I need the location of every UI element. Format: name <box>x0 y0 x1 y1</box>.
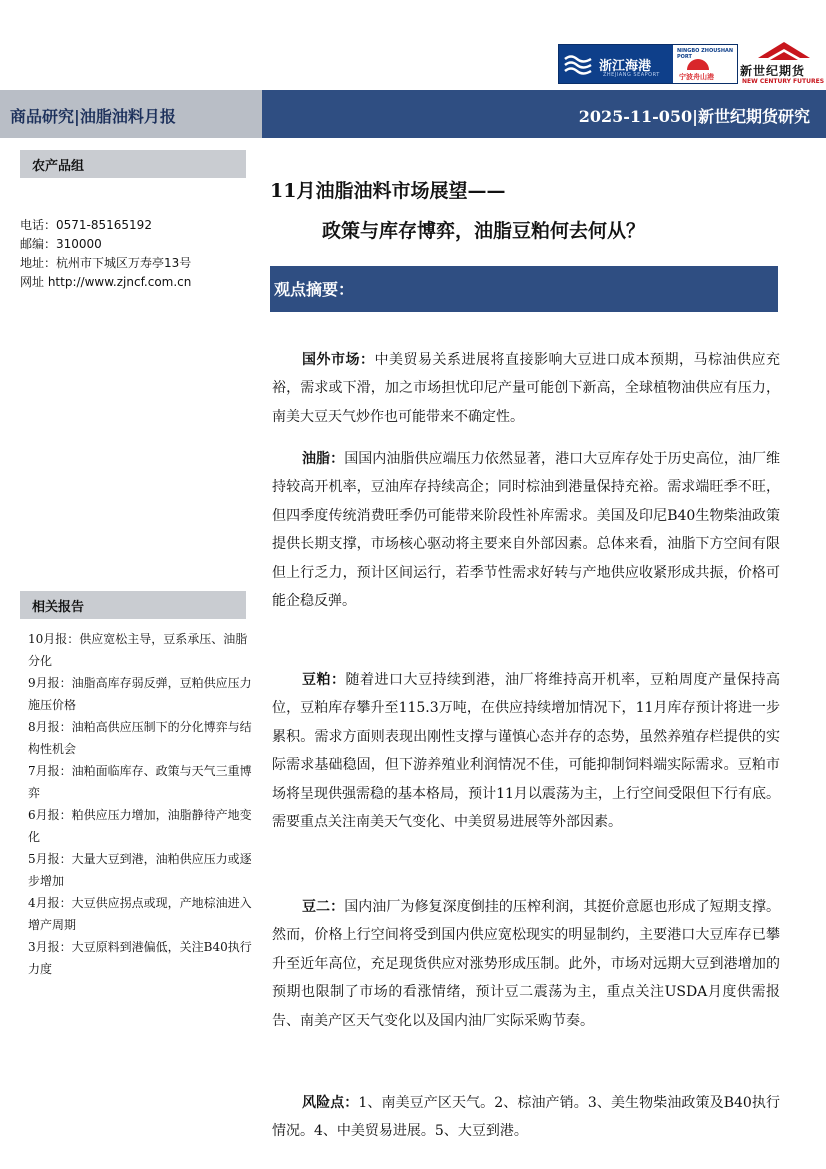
new-century-futures-logo <box>740 40 824 88</box>
company-name-en: NEW CENTURY FUTURES <box>742 78 825 85</box>
ningbo-port-cn: 宁波舟山港 <box>679 73 714 81</box>
related-report-item[interactable]: 4月报：大豆供应拐点或现，产地棕油进入增产周期 <box>28 896 252 932</box>
paragraph-risks <box>272 1089 780 1146</box>
contact-phone: 电话：0571-85165192 <box>20 218 152 232</box>
sun-icon <box>687 59 709 70</box>
paragraph-text: 随着进口大豆持续到港，油厂将维持高开机率，豆粕周度产量保持高位，豆粕库存攀升至115.3万吨，在供应持续增加情况下，11月库存预计将进一步累积。需求方面则表现出刚性支撑与谨慎心态并存的态势，虽然养殖存栏提供的实际需求基础稳固，但下游养殖业利润情况不佳，可能抑制饲料端实际需求。豆粕市场将呈现供强需稳的基本格局，预计11月以震荡为主，上行空间受限但下行有底。需要重点关注南美天气变化、中美贸易进展等外部因素。 <box>272 672 780 831</box>
summary-header <box>270 266 778 312</box>
contact-website: 网址 http://www.zjncf.com.cn <box>20 275 192 289</box>
related-report-item[interactable]: 5月报：大量大豆到港，油粕供应压力或逐步增加 <box>28 852 252 888</box>
paragraph-keyword: 国外市场： <box>302 352 375 368</box>
paragraph-oils <box>272 445 780 615</box>
group-title: 农产品组 <box>20 150 246 178</box>
related-report-item[interactable]: 8月报：油粕高供应压制下的分化博弈与结构性机会 <box>28 720 252 756</box>
paragraph-keyword: 豆粕： <box>302 672 346 688</box>
ningbo-port-logo <box>673 45 737 83</box>
contact-address: 地址：杭州市下城区万寿亭13号 <box>20 256 192 270</box>
paragraph-text: 1、南美豆产区天气。2、棕油产销。3、美生物柴油政策及B40执行情况。4、中美贸易进展。5、大豆到港。 <box>272 1095 781 1140</box>
related-report-item[interactable]: 3月报：大豆原料到港偏低，关注B40执行力度 <box>28 940 252 976</box>
contact-info <box>20 216 191 292</box>
related-report-item[interactable]: 7月报：油粕面临库存、政策与天气三重博弈 <box>28 764 252 800</box>
related-reports-title: 相关报告 <box>20 591 246 619</box>
contact-postcode: 邮编：310000 <box>20 237 102 251</box>
related-report-item[interactable]: 9月报：油脂高库存弱反弹，豆粕供应压力施压价格 <box>28 676 252 712</box>
zhejiang-port-en: ZHEJIANG SEAPORT <box>603 72 660 78</box>
related-report-item[interactable]: 6月报：粕供应压力增加，油脂静待产地变化 <box>28 808 252 844</box>
report-category: 商品研究|油脂油料月报 <box>10 107 176 126</box>
paragraph-keyword: 油脂： <box>302 451 345 467</box>
paragraph-text: 国国内油脂供应端压力依然显著，港口大豆库存处于历史高位，油厂维持较高开机率，豆油库存持续高企；同时棕油到港量保持充裕。需求端旺季不旺，但四季度传统消费旺季仍可能带来阶段性补库需求。美国及印尼B40生物柴油政策提供长期支撑，市场核心驱动将主要来自外部因素。总体来看，油脂下方空间有限但上行乏力，预计区间运行，若季节性需求好转与产地供应收紧形成共振，价格可能企稳反弹。 <box>272 451 781 610</box>
header-bar <box>0 90 826 138</box>
paragraph-keyword: 风险点： <box>302 1095 359 1111</box>
paragraph-soymeal <box>272 666 780 836</box>
summary-label: 观点摘要： <box>274 280 355 299</box>
zhejiang-port-cn: 浙江海港 <box>599 58 652 74</box>
related-report-item[interactable]: 10月报：供应宽松主导，豆系承压、油脂分化 <box>28 632 248 668</box>
wave-icon <box>559 45 597 83</box>
paragraph-keyword: 豆二： <box>302 899 345 915</box>
ship-icon <box>754 40 814 62</box>
paragraph-text: 国内油厂为修复深度倒挂的压榨利润，其挺价意愿也形成了短期支撑。然而，价格上行空间将受到国内供应宽松现实的明显制约，主要港口大豆库存已攀升至近年高位，充足现货供应对涨势形成压制。此外，市场对远期大豆到港增加的预期也限制了市场的看涨情绪，预计豆二震荡为主，重点关注USDA月度供需报告、南美产区天气变化以及国内油厂实际采购节奏。 <box>272 899 781 1029</box>
company-name-cn: 新世纪期货 <box>740 64 806 78</box>
report-id: 2025-11-050|新世纪期货研究 <box>578 107 810 126</box>
category-tag <box>0 90 262 138</box>
paragraph-soybean-no2 <box>272 893 780 1035</box>
page-title-line2: 政策与库存博弈，油脂豆粕何去何从？ <box>322 220 646 242</box>
zhejiang-seaport-logo <box>558 44 738 84</box>
page-title-line1: 11月油脂油料市场展望—— <box>270 180 506 202</box>
ningbo-port-en: NINGBO ZHOUSHAN PORT <box>677 48 734 60</box>
paragraph-overseas <box>272 346 780 431</box>
paragraph-text: 中美贸易关系进展将直接影响大豆进口成本预期，马棕油供应充裕，需求或下滑，加之市场担忧印尼产量可能创下新高，全球植物油供应有压力，南美大豆天气炒作也可能带来不确定性。 <box>272 352 780 425</box>
related-reports-list <box>28 628 253 980</box>
